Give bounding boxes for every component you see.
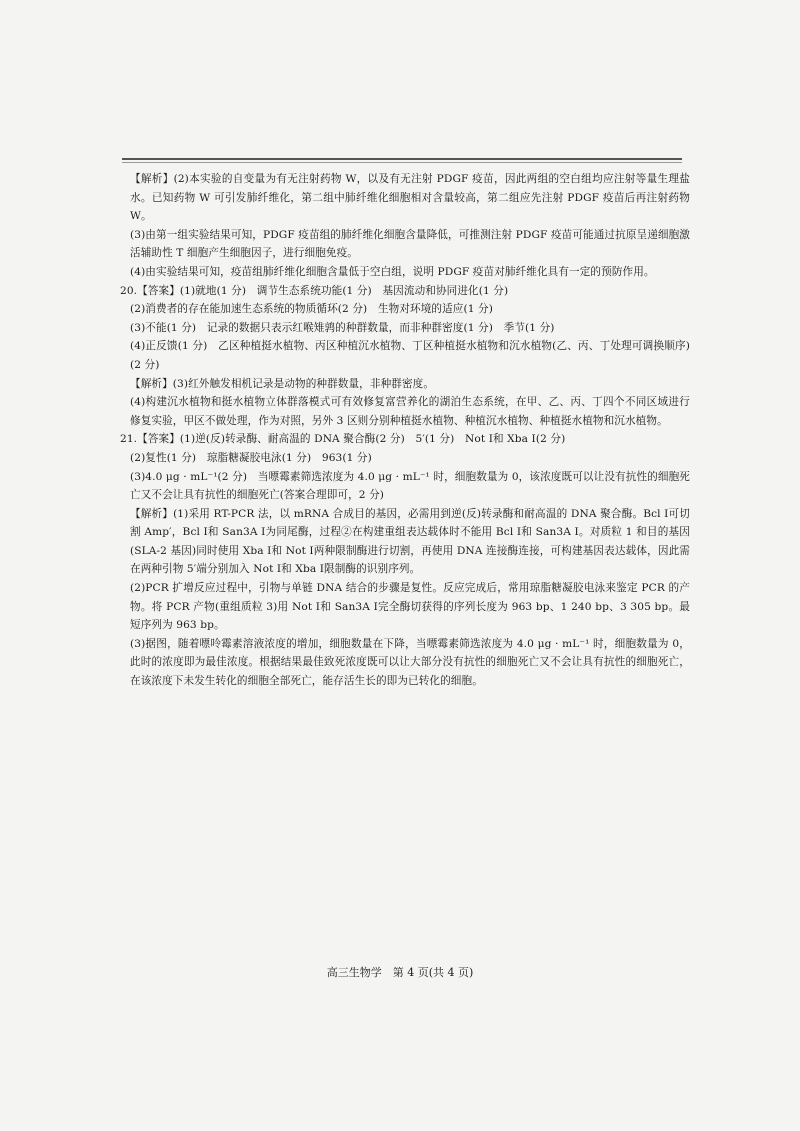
answer-21-2: (2)复性(1 分) 琼脂糖凝胶电泳(1 分) 963(1 分)	[130, 451, 372, 464]
header-rule	[122, 158, 682, 160]
answer-20-1: 20.【答案】(1)就地(1 分) 调节生态系统功能(1 分) 基因流动和协同进化(1 分)	[120, 284, 509, 297]
answer-21-1: 21.【答案】(1)逆(反)转录酶、耐高温的 DNA 聚合酶(2 分) 5′(1 分) Not Ⅰ和 Xba Ⅰ(2 分)	[120, 433, 566, 446]
analysis-19-4: (4)由实验结果可知，疫苗组肺纤维化细胞含量低于空白组，说明 PDGF 疫苗对肺纤维化具有一定的预防作用。	[130, 265, 655, 278]
answer-21-3: (3)4.0 μg · mL⁻¹(2 分) 当嘌霉素筛选浓度为 4.0 μg · mL⁻¹ 时，细胞数量为 0，该浓度既可以让没有抗性的细胞死亡又不会让具有抗性的细胞死亡(答案合理即可，2 分)	[130, 470, 690, 502]
analysis-20-4: (4)构建沉水植物和挺水植物立体群落模式可有效修复富营养化的湖泊生态系统，在甲、乙、丙、丁四个不同区域进行修复实验，甲区不做处理，作为对照，另外 3 区则分别种植挺水植物、种植沉水植物、种植挺水植物和沉水植物。	[130, 396, 690, 427]
analysis-20-3: 【解析】(3)红外触发相机记录是动物的种群数量，非种群密度。	[130, 377, 435, 390]
answer-content	[120, 170, 690, 691]
analysis-21-3: (3)据图，随着嘌呤霉素溶液浓度的增加，细胞数量在下降，当嘌霉素筛选浓度为 4.0 μg · mL⁻¹ 时，细胞数量为 0，此时的浓度即为最佳浓度。根据结果最佳致死浓度既可以让大部分没有抗性的细胞死亡又不会让具有抗性的细胞死亡，在该浓度下未发生转化的细胞全部死亡，能存活生长的即为已转化的细胞。	[130, 637, 690, 688]
analysis-21-2: (2)PCR 扩增反应过程中，引物与单链 DNA 结合的步骤是复性。反应完成后，常用琼脂糖凝胶电泳来鉴定 PCR 的产物。将 PCR 产物(重组质粒 3)用 Not Ⅰ和 San3A Ⅰ完全酶切获得的序列长度为 963 bp、1 240 bp、3 305 bp。最短序列为 963 bp。	[130, 582, 690, 632]
answer-20-4: (4)正反馈(1 分) 乙区种植挺水植物、丙区种植沉水植物、丁区种植挺水植物和沉水植物(乙、丙、丁处理可调换顺序)(2 分)	[130, 340, 690, 371]
analysis-21-1: 【解析】(1)采用 RT-PCR 法，以 mRNA 合成目的基因，必需用到逆(反)转录酶和耐高温的 DNA 聚合酶。Bcl Ⅰ可切割 Amp′，Bcl Ⅰ和 San3A Ⅰ为同尾酶，过程②在构建重组表达载体时不能用 Bcl Ⅰ和 San3A Ⅰ。对质粒 1 和目的基因(SLA-2 基因)同时使用 Xba Ⅰ和 Not Ⅰ两种限制酶进行切割，再使用 DNA 连接酶连接，可构建基因表达载体，因此需在两种引物 5′端分别加入 Not Ⅰ和 Xba Ⅰ限制酶的识别序列。	[130, 507, 690, 576]
analysis-19-3: (3)由第一组实验结果可知，PDGF 疫苗组的肺纤维化细胞含量降低，可推测注射 PDGF 疫苗可能通过抗原呈递细胞激活辅助性 T 细胞产生细胞因子，进行细胞免疫。	[130, 228, 690, 260]
answer-20-2: (2)消费者的存在能加速生态系统的物质循环(2 分) 生物对环境的适应(1 分)	[130, 303, 493, 316]
page-footer: 高三生物学 第 4 页(共 4 页)	[326, 966, 474, 979]
answer-20-3: (3)不能(1 分) 记录的数据只表示红喉雉鹑的种群数量，而非种群密度(1 分) 季节(1 分)	[130, 321, 555, 334]
analysis-19-2: 【解析】(2)本实验的自变量为有无注射药物 W，以及有无注射 PDGF 疫苗，因此两组的空白组均应注射等量生理盐水。已知药物 W 可引发肺纤维化，第二组中肺纤维化细胞相对含量较高，第二组应先注射 PDGF 疫苗后再注射药物 W。	[130, 173, 690, 223]
